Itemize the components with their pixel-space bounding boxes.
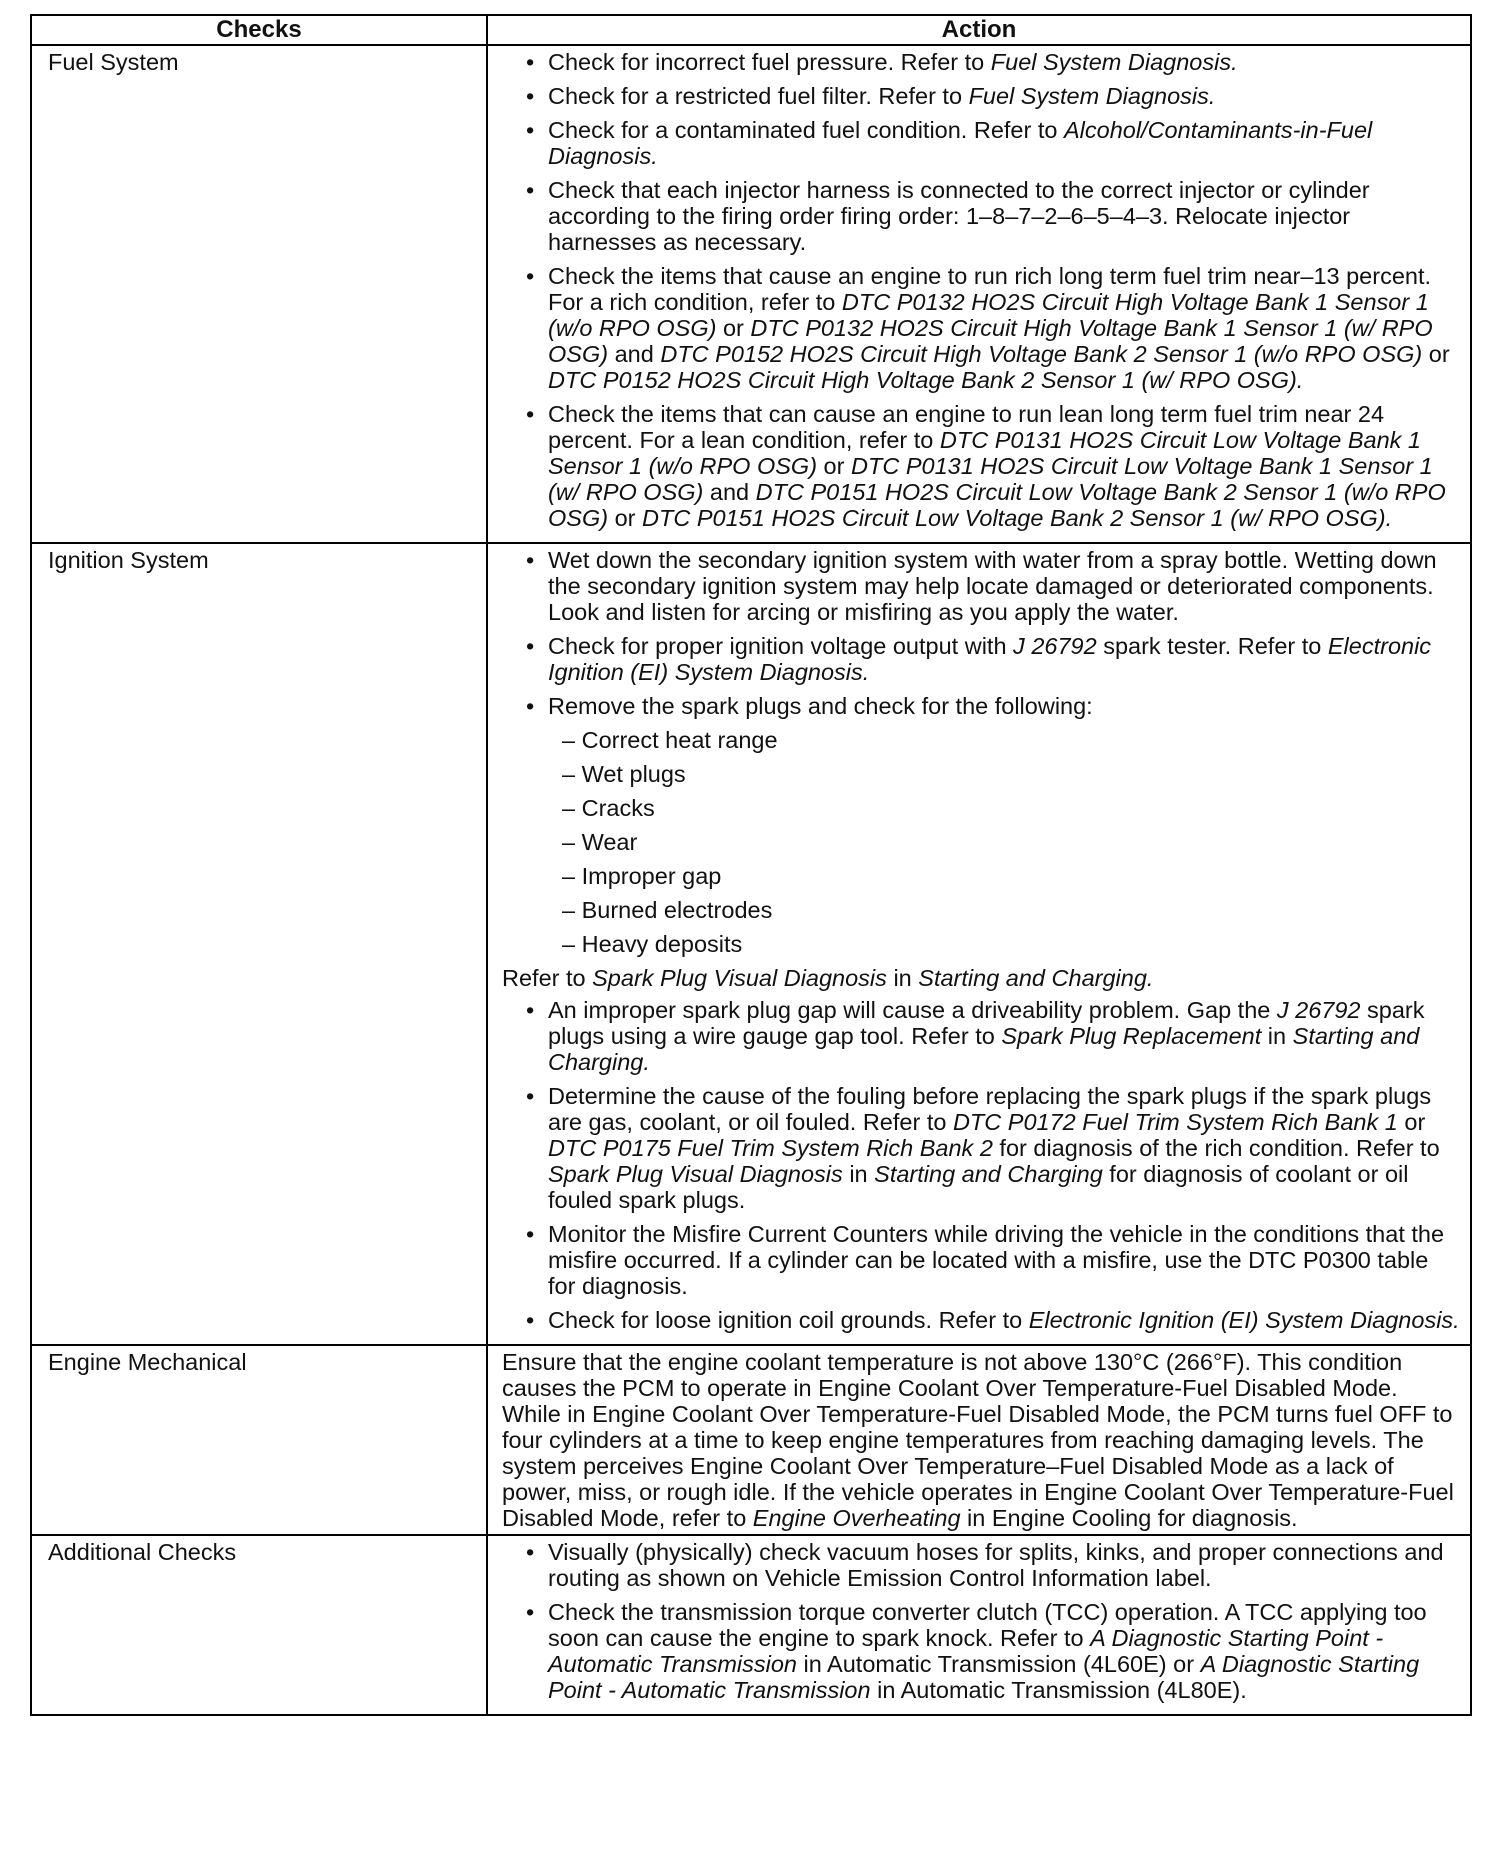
body-text: in Automatic Transmission (4L60E) or — [797, 1651, 1201, 1677]
bullet-item — [502, 263, 1460, 393]
body-text: Check for incorrect fuel pressure. Refer to — [548, 49, 991, 75]
body-text: Determine the cause of the fouling before replacing the spark plugs if the spark plugs are gas, coolant, or oil fouled. Refer to — [548, 1083, 1432, 1135]
table-row-additional-checks — [31, 1535, 1471, 1715]
inspection-list — [502, 727, 1460, 957]
inspection-item: – Burned electrodes — [502, 897, 1460, 923]
inspection-item: – Improper gap — [502, 863, 1460, 889]
inspection-item: – Heavy deposits — [502, 931, 1460, 957]
reference-text: A Diagnostic Starting Point - Automatic Transmission — [548, 1651, 1420, 1703]
reference-text: DTC P0151 HO2S Circuit Low Voltage Bank 2 Sensor 1 (w/o RPO OSG) — [548, 479, 1446, 531]
reference-text: DTC P0132 HO2S Circuit High Voltage Bank 1 Sensor 1 (w/ RPO OSG) — [548, 315, 1433, 367]
body-text: Remove the spark plugs and check for the following: — [548, 693, 1093, 719]
bullet-item — [502, 83, 1460, 109]
body-text: in — [886, 965, 919, 991]
reference-text: DTC P0151 HO2S Circuit Low Voltage Bank 2 Sensor 1 (w/ RPO OSG). — [642, 505, 1393, 531]
body-text: in Engine Cooling for diagnosis. — [960, 1505, 1298, 1531]
bullet-item — [502, 997, 1460, 1075]
body-text: for diagnosis of coolant or oil fouled spark plugs. — [548, 1161, 1409, 1213]
body-text: Check that each injector harness is connected to the correct injector or cylinder according to the firing order firing order: 1–8–7–2–6–5–4–3. Relocate injector harnesses as necessary. — [548, 177, 1370, 255]
reference-text: Starting and Charging. — [918, 965, 1154, 991]
bullet-item — [502, 1083, 1460, 1213]
bullet-item — [502, 633, 1460, 685]
reference-text: DTC P0132 HO2S Circuit High Voltage Bank 1 Sensor 1 (w/o RPO OSG) — [548, 289, 1429, 341]
action-cell — [487, 1535, 1471, 1715]
reference-text: DTC P0175 Fuel Trim System Rich Bank 2 — [548, 1135, 993, 1161]
reference-text: Starting and Charging — [874, 1161, 1103, 1187]
reference-text: DTC P0131 HO2S Circuit Low Voltage Bank 1 Sensor 1 (w/ RPO OSG) — [548, 453, 1433, 505]
body-text: Check the items that cause an engine to run rich long term fuel trim near–13 percent. For a rich condition, refer to — [548, 263, 1432, 315]
bullet-item — [502, 401, 1460, 531]
body-text: Check for a contaminated fuel condition. Refer to — [548, 117, 1064, 143]
body-text: or — [716, 315, 751, 341]
reference-text: Electronic Ignition (EI) System Diagnosis. — [548, 633, 1432, 685]
table-row-engine-mechanical — [31, 1345, 1471, 1535]
reference-text: Alcohol/Contaminants-in-Fuel Diagnosis. — [548, 117, 1373, 169]
body-text: and — [703, 479, 756, 505]
reference-text: Fuel System Diagnosis. — [990, 49, 1238, 75]
reference-text: J 26792 — [1276, 997, 1361, 1023]
header-action: Action — [487, 15, 1471, 45]
body-text: or — [1397, 1109, 1426, 1135]
action-bullets-2 — [502, 997, 1460, 1333]
body-text: and — [608, 341, 661, 367]
body-text: for diagnosis of the rich condition. Refer to — [992, 1135, 1440, 1161]
action-paragraph — [502, 1349, 1460, 1531]
check-cell: Fuel System — [31, 45, 487, 543]
body-text: or — [1422, 341, 1450, 367]
reference-text: DTC P0152 HO2S Circuit High Voltage Bank 2 Sensor 1 (w/o RPO OSG) — [660, 341, 1423, 367]
reference-text: DTC P0131 HO2S Circuit Low Voltage Bank 1 Sensor 1 (w/o RPO OSG) — [548, 427, 1421, 479]
body-text: Check for loose ignition coil grounds. Refer to — [548, 1307, 1029, 1333]
body-text: in — [842, 1161, 875, 1187]
bullet-item — [502, 1221, 1460, 1299]
body-text: spark tester. Refer to — [1096, 633, 1328, 659]
reference-text: Engine Overheating — [752, 1505, 961, 1531]
reference-text: Electronic Ignition (EI) System Diagnosis. — [1028, 1307, 1460, 1333]
body-text: in Automatic Transmission (4L80E). — [870, 1677, 1247, 1703]
table-row-fuel-system — [31, 45, 1471, 543]
body-text: Check for proper ignition voltage output with — [548, 633, 1014, 659]
reference-text: DTC P0172 Fuel Trim System Rich Bank 1 — [952, 1109, 1398, 1135]
body-text: or — [608, 505, 643, 531]
body-text: Check for a restricted fuel filter. Refer to — [548, 83, 969, 109]
bullet-item — [502, 1307, 1460, 1333]
inspection-item: – Correct heat range — [502, 727, 1460, 753]
reference-note — [502, 965, 1460, 991]
inspection-item: – Cracks — [502, 795, 1460, 821]
action-cell — [487, 1345, 1471, 1535]
body-text: spark plugs using a wire gauge gap tool. Refer to — [548, 997, 1425, 1049]
check-cell: Additional Checks — [31, 1535, 487, 1715]
body-text: Refer to — [502, 965, 593, 991]
body-text: Ensure that the engine coolant temperature is not above 130°C (266°F). This condition causes the PCM to operate in Engine Coolant Over Temperature-Fuel Disabled Mode. While in Engine Coolant Over Temperature-Fuel Disabled Mode, the PCM turns fuel OFF to four cylinders at a time to keep engine temperatures from reaching damaging levels. The system perceives Engine Coolant Over Temperature–Fuel Disabled Mode as a lack of power, miss, or rough idle. If the vehicle operates in Engine Coolant Over Temperature-Fuel Disabled Mode, refer to — [502, 1349, 1454, 1531]
bullet-item — [502, 693, 1460, 719]
body-text: Monitor the Misfire Current Counters while driving the vehicle in the conditions that the misfire occurred. If a cylinder can be located with a misfire, use the DTC P0300 table for diagnosis. — [548, 1221, 1445, 1299]
body-text: Visually (physically) check vacuum hoses for splits, kinks, and proper connections and routing as shown on Vehicle Emission Control Information label. — [548, 1539, 1444, 1591]
bullet-item — [502, 1539, 1460, 1591]
reference-text: Spark Plug Visual Diagnosis — [592, 965, 887, 991]
bullet-item — [502, 49, 1460, 75]
reference-text: Starting and Charging. — [548, 1023, 1420, 1075]
action-bullets — [502, 49, 1460, 531]
action-cell — [487, 45, 1471, 543]
inspection-item: – Wet plugs — [502, 761, 1460, 787]
reference-text: J 26792 — [1013, 633, 1097, 659]
body-text: Check the transmission torque converter clutch (TCC) operation. A TCC applying too soon can cause the engine to spark knock. Refer to — [548, 1599, 1427, 1651]
reference-text: Spark Plug Visual Diagnosis — [548, 1161, 843, 1187]
action-cell — [487, 543, 1471, 1345]
header-row — [31, 15, 1471, 45]
body-text: Check the items that can cause an engine to run lean long term fuel trim near 24 percent. For a lean condition, refer to — [548, 401, 1385, 453]
bullet-item — [502, 177, 1460, 255]
diagnostic-table — [30, 14, 1472, 1716]
reference-text: A Diagnostic Starting Point - Automatic Transmission — [548, 1625, 1384, 1677]
table-row-ignition-system — [31, 543, 1471, 1345]
body-text: or — [817, 453, 851, 479]
header-checks: Checks — [31, 15, 487, 45]
document — [30, 14, 1470, 1716]
bullet-item — [502, 117, 1460, 169]
bullet-item — [502, 1599, 1460, 1703]
body-text: An improper spark plug gap will cause a driveability problem. Gap the — [548, 997, 1277, 1023]
reference-text: Fuel System Diagnosis. — [968, 83, 1216, 109]
inspection-item: – Wear — [502, 829, 1460, 855]
bullet-item — [502, 547, 1460, 625]
reference-text: DTC P0152 HO2S Circuit High Voltage Bank 2 Sensor 1 (w/ RPO OSG). — [548, 367, 1304, 393]
check-cell: Ignition System — [31, 543, 487, 1345]
body-text: Wet down the secondary ignition system with water from a spray bottle. Wetting down the secondary ignition system may help locate damaged or deteriorated components. Look and listen for arcing or misfiring as you apply the water. — [548, 547, 1437, 625]
action-bullets — [502, 1539, 1460, 1703]
action-bullets — [502, 547, 1460, 719]
body-text: in — [1261, 1023, 1293, 1049]
reference-text: Spark Plug Replacement — [1001, 1023, 1262, 1049]
check-cell: Engine Mechanical — [31, 1345, 487, 1535]
